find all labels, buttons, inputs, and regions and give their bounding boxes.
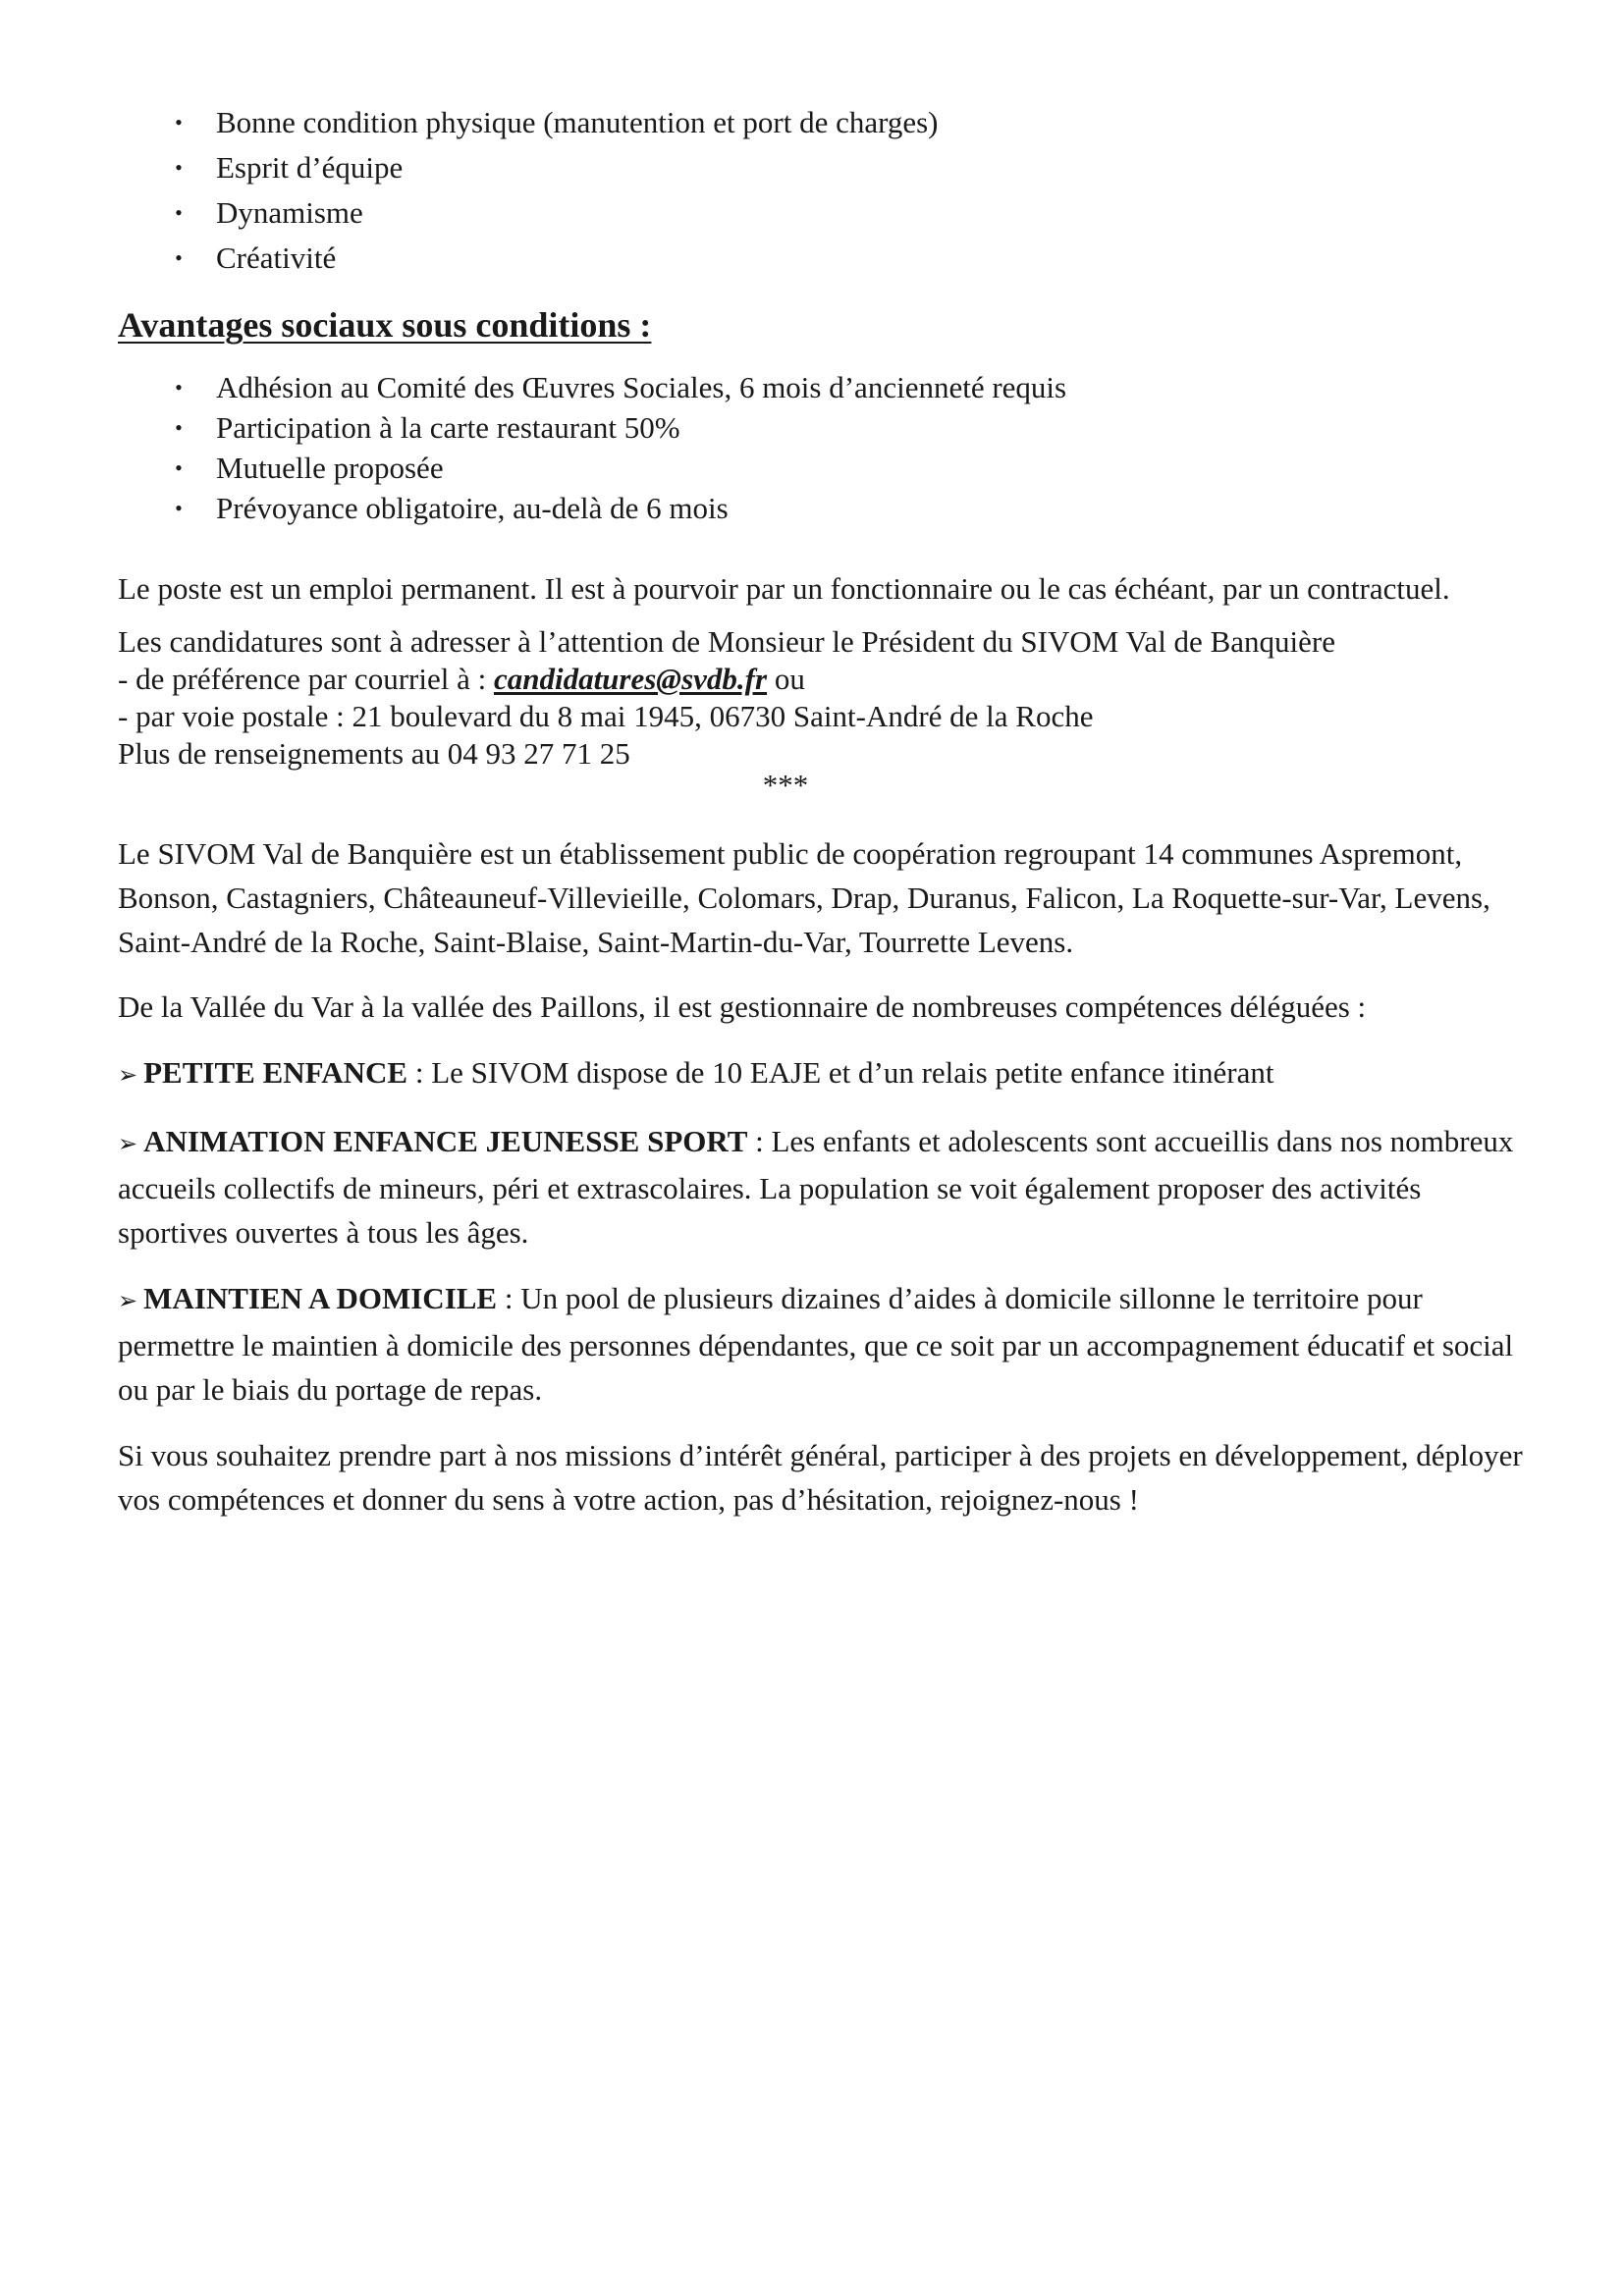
competence-text: : Un pool de plusieurs dizaines d’aides à domicile sillonne le territoire pour permettre le maintien à domicile des personnes dépendantes, que ce soit par un accompagnement éducatif et social ou par le biais du portage de repas. (118, 1281, 1514, 1407)
advantages-heading: Avantages sociaux sous conditions : (118, 305, 652, 345)
list-item (118, 237, 1532, 282)
list-item (118, 101, 1532, 146)
arrow-icon: ➢ (118, 1061, 138, 1089)
arrow-icon: ➢ (118, 1130, 138, 1157)
document-content (118, 101, 1532, 1522)
bullet-icon: • (175, 455, 183, 480)
competence-item (118, 1119, 1532, 1255)
advantage-text: Participation à la carte restaurant 50% (216, 410, 680, 445)
contact-email-suffix: ou (767, 662, 805, 696)
competence-label: PETITE ENFANCE (143, 1055, 408, 1090)
bullet-icon: • (175, 245, 183, 270)
bullet-icon: • (175, 110, 183, 134)
competence-text: : Les enfants et adolescents sont accueillis dans nos nombreux accueils collectifs de mineurs, péri et extrascolaires. La population se voit également proposer des activités sportives ouvertes à tous les âges. (118, 1124, 1514, 1250)
final-paragraph: Si vous souhaitez prendre part à nos missions d’intérêt général, participer à des projets en développement, déployer vos compétences et donner du sens à votre action, pas d’hésitation, rejoignez-nous ! (118, 1438, 1523, 1517)
contact-email-prefix: - de préférence par courriel à : (118, 662, 494, 696)
arrow-icon: ➢ (118, 1287, 138, 1314)
list-item (118, 366, 1532, 406)
section-separator: *** (762, 768, 809, 802)
list-item (118, 447, 1532, 487)
competence-item (118, 1276, 1532, 1412)
contact-email-line (118, 661, 1532, 698)
sivom-paragraph: Le SIVOM Val de Banquière est un établissement public de coopération regroupant 14 communes Aspremont, Bonson, Castagniers, Châteauneuf-Villevieille, Colomars, Drap, Duranus, Falicon, La Roquette-sur-Var, Levens, Saint-André de la Roche, Saint-Blaise, Saint-Martin-du-Var, Tourrette Levens. (118, 836, 1490, 959)
advantages-list (118, 366, 1532, 527)
bullet-icon: • (175, 375, 183, 400)
advantage-text: Mutuelle proposée (216, 451, 444, 485)
competence-text: : Le SIVOM dispose de 10 EAJE et d’un relais petite enfance itinérant (407, 1055, 1274, 1090)
contact-address: - par voie postale : 21 boulevard du 8 mai 1945, 06730 Saint-André de la Roche (118, 699, 1094, 733)
bullet-icon: • (175, 200, 183, 225)
quality-text: Esprit d’équipe (216, 150, 404, 185)
bullet-icon: • (175, 415, 183, 440)
list-item (118, 191, 1532, 237)
quality-text: Dynamisme (216, 195, 363, 230)
contact-block (118, 623, 1532, 773)
list-item (118, 406, 1532, 447)
bullet-icon: • (175, 496, 183, 520)
advantage-text: Adhésion au Comité des Œuvres Sociales, 6 mois d’ancienneté requis (216, 370, 1067, 404)
quality-text: Bonne condition physique (manutention et port de charges) (216, 105, 939, 139)
qualities-list (118, 101, 1532, 282)
competence-label: ANIMATION ENFANCE JEUNESSE SPORT (143, 1124, 748, 1158)
contact-phone: Plus de renseignements au 04 93 27 71 25 (118, 736, 630, 771)
email-link[interactable]: candidatures@svdb.fr (493, 662, 768, 696)
quality-text: Créativité (216, 240, 337, 275)
list-item (118, 146, 1532, 191)
advantage-text: Prévoyance obligatoire, au-delà de 6 mois (216, 491, 729, 525)
poste-paragraph: Le poste est un emploi permanent. Il est à pourvoir par un fonctionnaire ou le cas échéant, par un contractuel. (118, 571, 1450, 606)
competence-item (118, 1050, 1532, 1097)
contact-line: Les candidatures sont à adresser à l’attention de Monsieur le Président du SIVOM Val de Banquière (118, 624, 1335, 659)
list-item (118, 487, 1532, 527)
competences-intro: De la Vallée du Var à la vallée des Paillons, il est gestionnaire de nombreuses compétences déléguées : (118, 989, 1367, 1024)
competence-label: MAINTIEN A DOMICILE (143, 1281, 498, 1315)
bullet-icon: • (175, 155, 183, 180)
